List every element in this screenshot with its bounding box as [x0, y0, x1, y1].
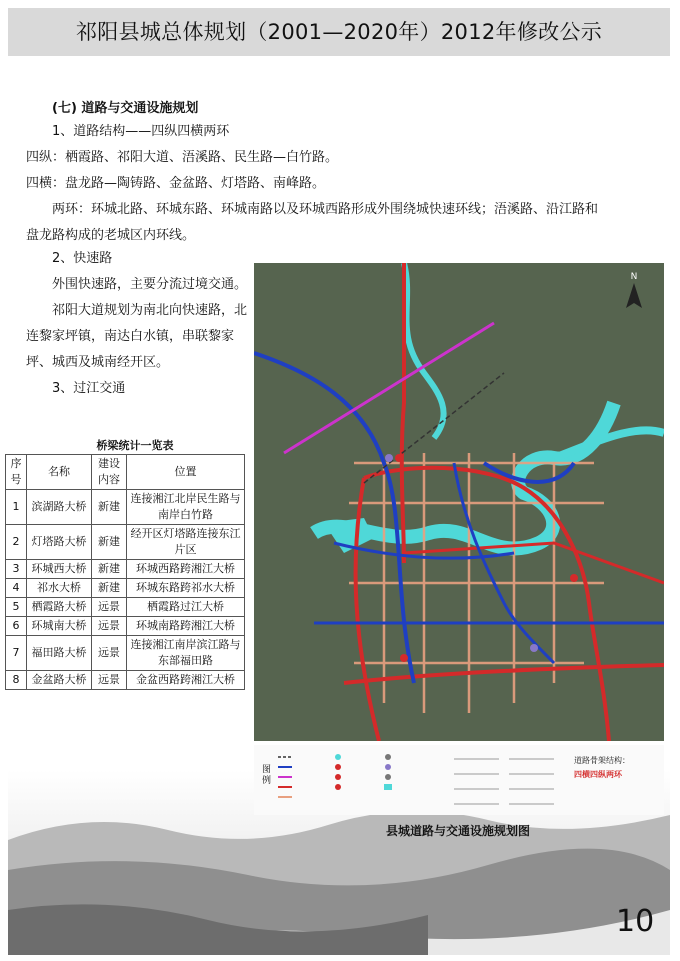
cell-location: 经开区灯塔路连接东江片区: [127, 525, 245, 560]
north-label: N: [630, 272, 638, 282]
four-vertical-text: 四纵：栖霞路、祁阳大道、浯溪路、民生路—白竹路。: [26, 150, 339, 165]
cell-location: 金盆西路跨湘江大桥: [127, 671, 245, 690]
cell-type: 远景: [92, 671, 127, 690]
map-caption: 县城道路与交通设施规划图: [386, 824, 531, 838]
cell-location: 连接湘江南岸滨江路与东部福田路: [127, 636, 245, 671]
cell-name: 金盆路大桥: [27, 671, 92, 690]
section-title: (七) 道路与交通设施规划: [52, 101, 199, 116]
cell-name: 环城南大桥: [27, 617, 92, 636]
col-header-type: 建设内容: [92, 455, 127, 490]
expressway-heading: 2、快速路: [52, 251, 113, 266]
cell-name: 祁水大桥: [27, 579, 92, 598]
two-rings-text-2: 盘龙路构成的老城区内环线。: [26, 228, 196, 243]
map-legend-panel: [254, 745, 664, 815]
bridge-table-title: 桥梁统计一览表: [96, 439, 174, 452]
cell-location: 环城南路跨湘江大桥: [127, 617, 245, 636]
cell-no: 2: [6, 525, 27, 560]
table-row: [6, 598, 245, 617]
cell-type: 远景: [92, 636, 127, 671]
cell-type: 远景: [92, 598, 127, 617]
page-header: [8, 8, 670, 56]
legend-swatches: [278, 751, 448, 809]
page-title: 祁阳县城总体规划（2001—2020年）2012年修改公示: [75, 20, 603, 44]
road-plan-map: [254, 263, 664, 741]
cell-no: 8: [6, 671, 27, 690]
expressway-text-block: [26, 272, 248, 402]
cell-no: 1: [6, 490, 27, 525]
cell-location: 连接湘江北岸民生路与南岸白竹路: [127, 490, 245, 525]
crossing-heading: 3、过江交通: [52, 381, 126, 396]
structure-value: 四横四纵两环: [574, 770, 622, 779]
cell-type: 远景: [92, 617, 127, 636]
road-section-diagrams: [454, 749, 554, 809]
expressway-paragraph-2: 祁阳大道规划为南北向快速路，北连黎家坪镇，南达白水镇，串联黎家坪、城西及城南经开区。: [26, 303, 248, 370]
cell-no: 7: [6, 636, 27, 671]
structure-label: 道路骨架结构：: [574, 756, 630, 765]
table-row: [6, 617, 245, 636]
col-header-location: 位置: [127, 455, 245, 490]
cell-type: 新建: [92, 525, 127, 560]
cell-location: 环城东路跨祁水大桥: [127, 579, 245, 598]
road-structure-heading: 1、道路结构——四纵四横两环: [52, 124, 230, 139]
cell-name: 栖霞路大桥: [27, 598, 92, 617]
page-number: 10: [616, 904, 655, 939]
cell-no: 3: [6, 560, 27, 579]
cell-location: 栖霞路过江大桥: [127, 598, 245, 617]
table-row: [6, 579, 245, 598]
table-row: [6, 560, 245, 579]
bridge-table: [5, 454, 245, 690]
cell-name: 灯塔路大桥: [27, 525, 92, 560]
col-header-name: 名称: [27, 455, 92, 490]
cell-type: 新建: [92, 579, 127, 598]
table-header-row: [6, 455, 245, 490]
table-row: [6, 525, 245, 560]
col-header-no: 序号: [6, 455, 27, 490]
table-row: [6, 490, 245, 525]
cell-no: 6: [6, 617, 27, 636]
cell-location: 环城西路跨湘江大桥: [127, 560, 245, 579]
table-row: [6, 636, 245, 671]
cell-type: 新建: [92, 560, 127, 579]
legend-label: 图例: [262, 765, 272, 786]
cell-name: 环城西大桥: [27, 560, 92, 579]
cell-no: 5: [6, 598, 27, 617]
two-rings-text-1: 两环：环城北路、环城东路、环城南路以及环城西路形成外围绕城快速环线；浯溪路、沿江路和: [52, 202, 599, 217]
cell-name: 滨湖路大桥: [27, 490, 92, 525]
table-row: [6, 671, 245, 690]
qiyang-avenue-road: [402, 263, 404, 563]
expressway-paragraph-1: 外围快速路，主要分流过境交通。: [52, 277, 248, 292]
cell-no: 4: [6, 579, 27, 598]
cell-name: 福田路大桥: [27, 636, 92, 671]
cell-type: 新建: [92, 490, 127, 525]
four-horizontal-text: 四横：盘龙路—陶铸路、金盆路、灯塔路、南峰路。: [26, 176, 326, 191]
